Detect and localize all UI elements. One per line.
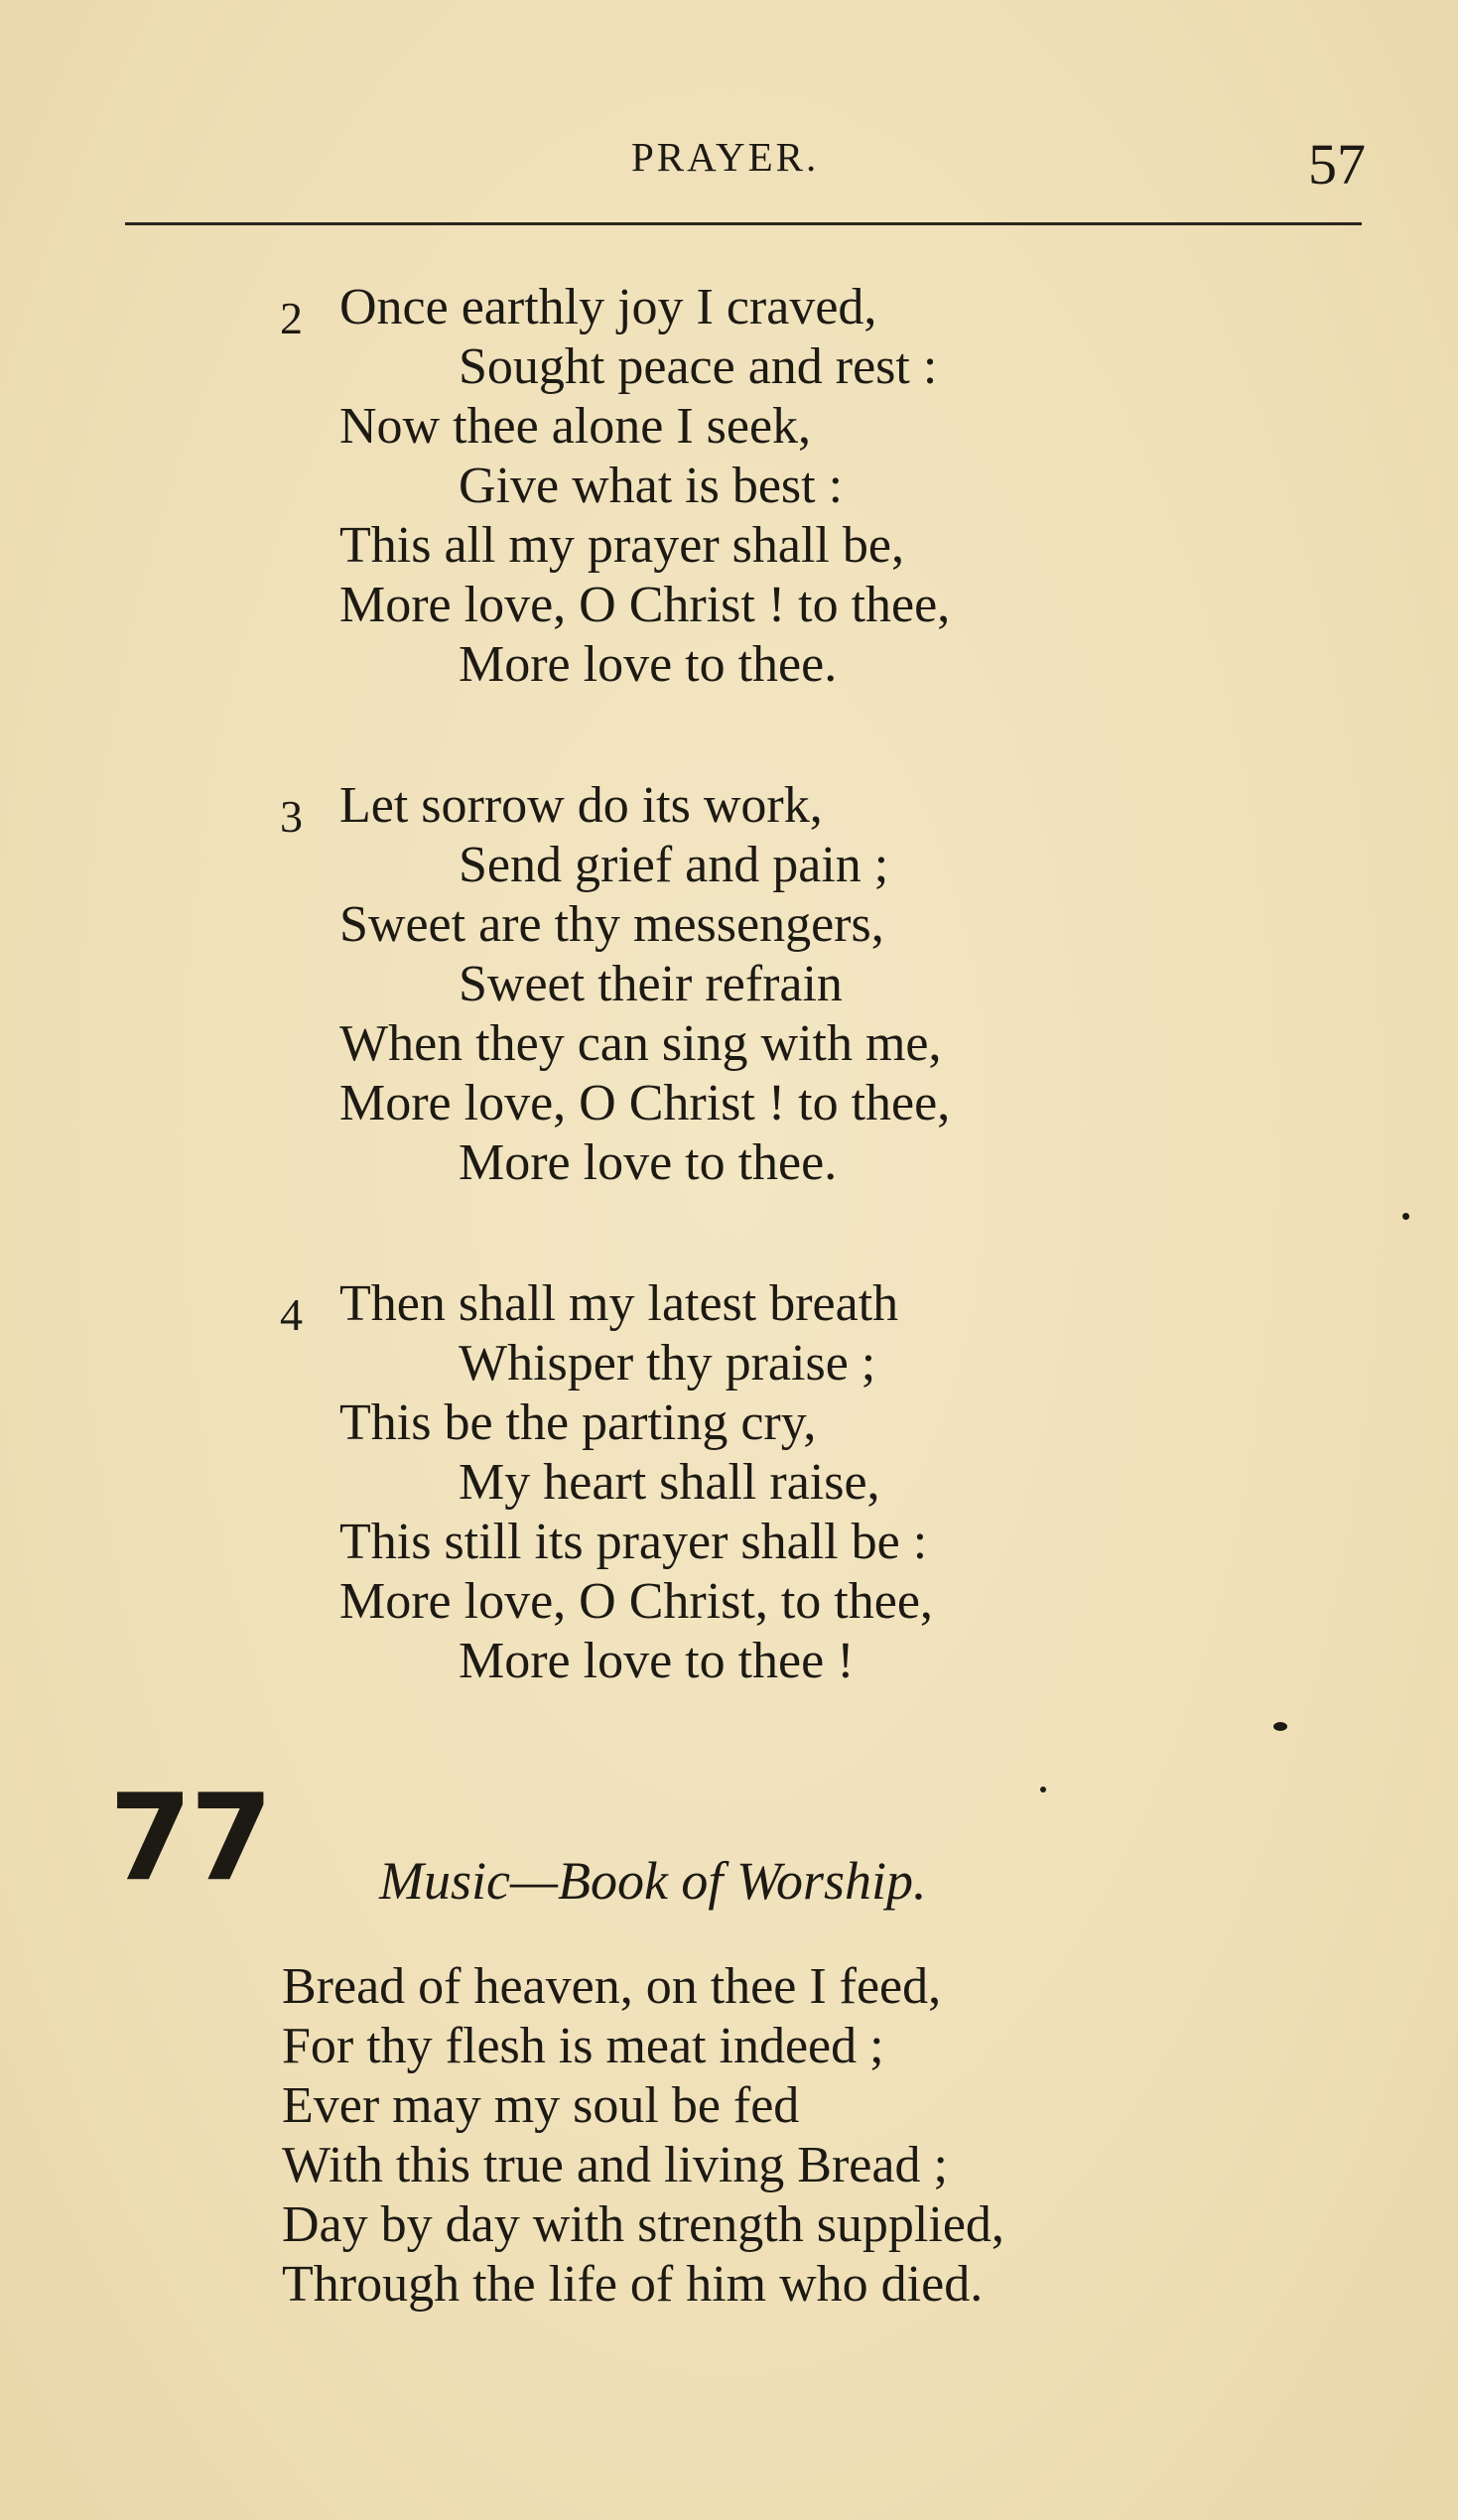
hymn-line: Ever may my soul be fed [282, 2077, 800, 2134]
ink-speck [1040, 1787, 1046, 1792]
hymn-number: 77 [109, 1770, 271, 1908]
stanza-line: This still its prayer shall be : [339, 1514, 928, 1570]
hymn-line: Day by day with strength supplied, [282, 2196, 1004, 2253]
running-head: PRAYER. [631, 134, 820, 180]
stanza-line: Sweet their refrain [459, 956, 843, 1012]
stanza-line: Let sorrow do its work, [339, 777, 823, 834]
stanza-line: More love to thee. [459, 1134, 838, 1191]
header-rule [125, 222, 1362, 225]
hymn-line: Bread of heaven, on thee I feed, [282, 1958, 942, 2015]
stanza-line: More love to thee ! [459, 1633, 855, 1689]
hymn-line: Through the life of him who died. [282, 2256, 984, 2313]
stanza-line: My heart shall raise, [459, 1454, 880, 1511]
stanza-line: Then shall my latest breath [339, 1275, 899, 1332]
hymn-line: For thy flesh is meat indeed ; [282, 2018, 884, 2074]
ink-speck [1402, 1213, 1409, 1220]
page-number: 57 [1308, 132, 1366, 197]
music-credit: Music—Book of Worship. [379, 1851, 927, 1911]
stanza-number: 3 [280, 791, 303, 842]
stanza-line: More love, O Christ, to thee, [339, 1573, 933, 1630]
stanza-number: 4 [280, 1289, 303, 1340]
stanza-line: Once earthly joy I craved, [339, 279, 877, 335]
stanza-line: Now thee alone I seek, [339, 398, 812, 455]
stanza-line: This be the parting cry, [339, 1394, 817, 1451]
stanza-line: Sought peace and rest : [459, 338, 938, 395]
hymn-line: With this true and living Bread ; [282, 2137, 948, 2193]
stanza-line: When they can sing with me, [339, 1015, 942, 1072]
stanza-line: This all my prayer shall be, [339, 517, 904, 574]
stanza-line: More love, O Christ ! to thee, [339, 577, 951, 633]
stanza-line: More love, O Christ ! to thee, [339, 1075, 951, 1131]
ink-speck [1273, 1722, 1287, 1731]
stanza-line: Give what is best : [459, 458, 844, 514]
stanza-line: Send grief and pain ; [459, 837, 889, 893]
stanza-line: More love to thee. [459, 636, 838, 693]
stanza-line: Whisper thy praise ; [459, 1335, 876, 1392]
stanza-number: 2 [280, 293, 303, 343]
stanza-line: Sweet are thy messengers, [339, 896, 884, 953]
